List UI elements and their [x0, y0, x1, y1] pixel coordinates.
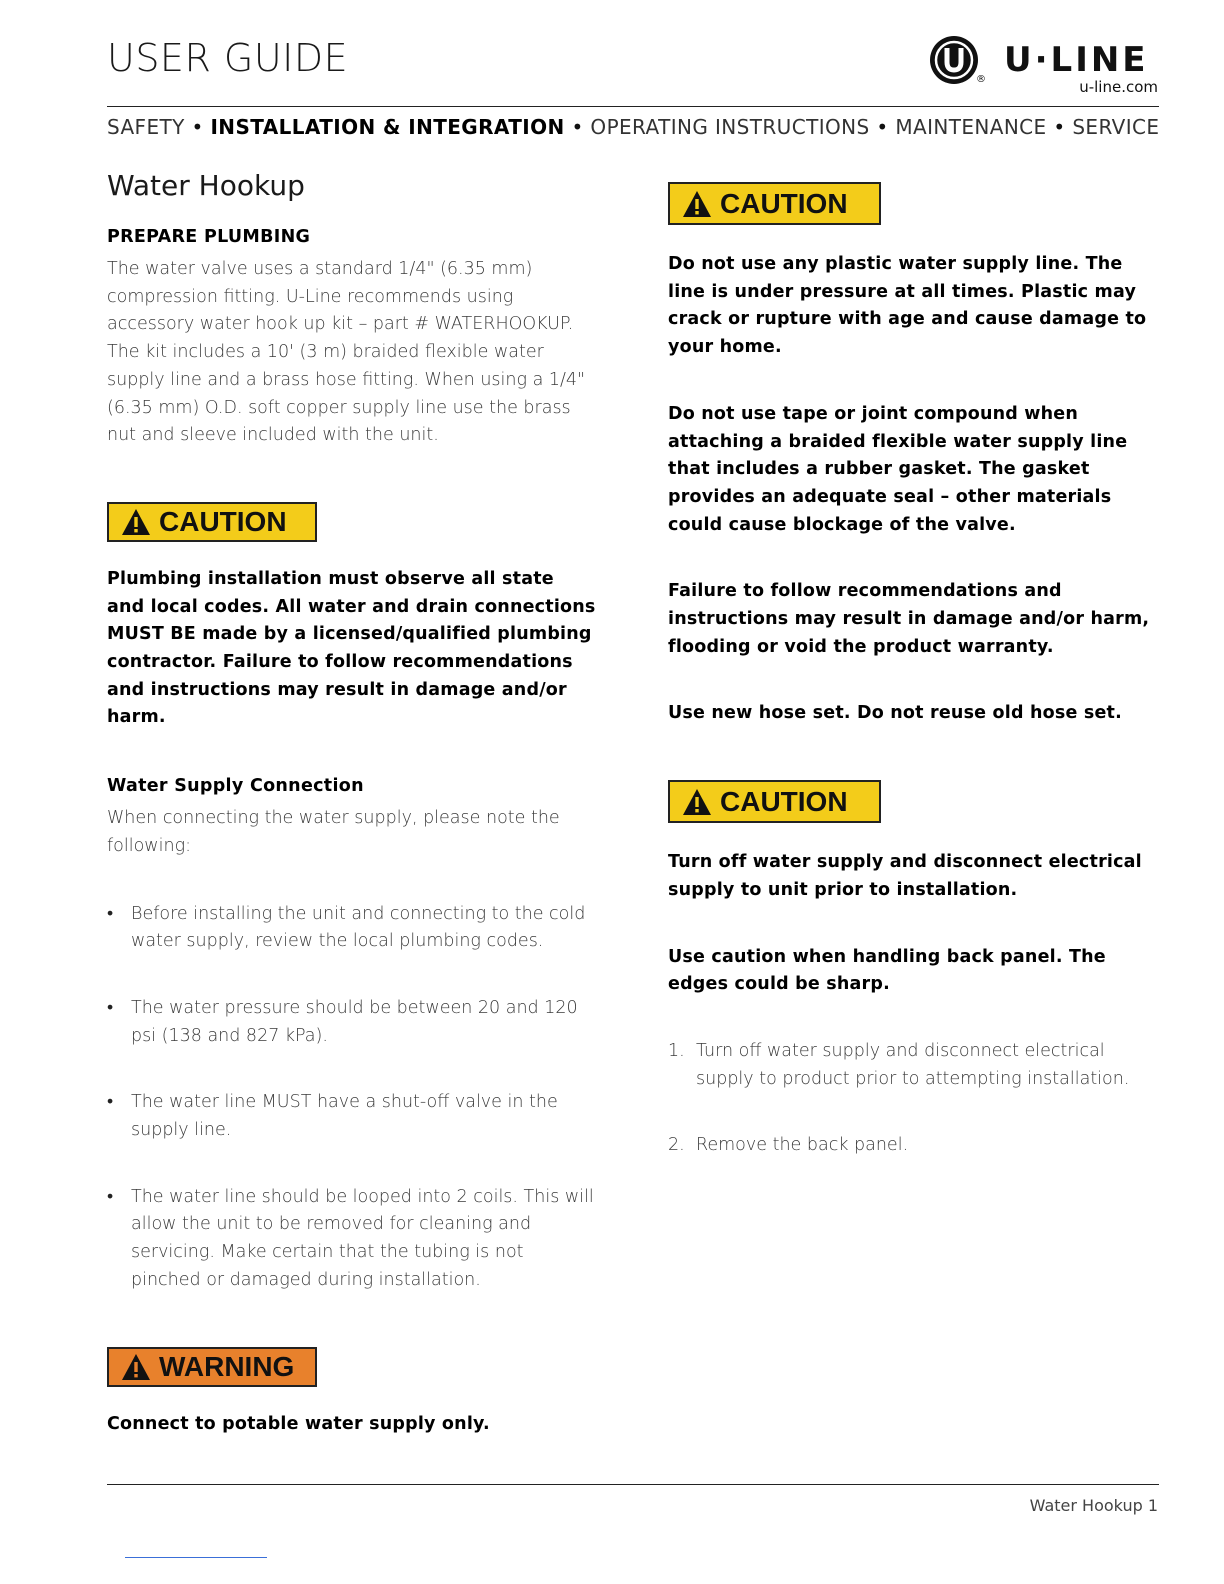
installation-steps — [668, 1038, 1160, 1160]
prepare-plumbing-text: The water valve uses a standard 1/4" (6.35 mm) compression fitting. U-Line recommends using accessory water hook up kit – part # WATERHOOKUP. The kit includes a 10' (3 m) braided flexible water supply line and a brass hose fitting. When using a 1/4" (6.35 mm) O.D. soft copper supply line use the brass nut and sleeve included with the unit. — [107, 259, 586, 446]
caution-label: CAUTION — [159, 505, 287, 537]
nav-item-operating[interactable]: OPERATING INSTRUCTIONS — [590, 115, 870, 139]
logo-wordmark: U·LINE — [1004, 40, 1149, 80]
supply-notes-list — [107, 901, 597, 1295]
warning-triangle-icon — [682, 788, 712, 816]
prepare-plumbing-heading: PREPARE PLUMBING — [107, 227, 311, 247]
footer-link-underline[interactable] — [125, 1557, 267, 1558]
footer-divider — [107, 1484, 1159, 1485]
warning-triangle-icon — [121, 1353, 151, 1381]
caution-text: Plumbing installation must observe all state and local codes. All water and drain connections MUST BE made by a licensed/qualified plumbing contractor. Failure to follow recommendations and instructions may result in damage and/or harm. — [107, 568, 596, 728]
nav-separator: • — [191, 115, 204, 139]
page-footer-label: Water Hookup 1 — [1029, 1496, 1158, 1515]
section-title: Water Hookup — [107, 169, 305, 202]
caution-paragraph: Do not use any plastic water supply line. The line is under pressure at all times. Plastic may crack or rupture with age and cause damage to your home. — [668, 254, 1147, 358]
section-nav — [107, 114, 1159, 140]
caution-paragraph: Use caution when handling back panel. The edges could be sharp. — [668, 946, 1106, 995]
caution-badge — [107, 502, 317, 542]
list-item: • The water pressure should be between 20 and 120 psi (138 and 827 kPa). — [107, 995, 597, 1050]
step-item — [668, 1132, 1160, 1160]
logo-url[interactable]: u-line.com — [1079, 78, 1158, 96]
warning-triangle-icon — [121, 508, 151, 536]
brand-logo[interactable] — [928, 34, 1160, 98]
nav-separator: • — [876, 115, 889, 139]
caution-paragraph: Turn off water supply and disconnect electrical supply to unit prior to installation. — [668, 852, 1142, 900]
step-item — [668, 1038, 1160, 1093]
right-column — [668, 182, 1160, 1160]
nav-item-installation[interactable]: INSTALLATION & INTEGRATION — [210, 115, 565, 139]
registered-mark: ® — [976, 74, 986, 85]
caution-label: CAUTION — [720, 785, 848, 817]
nav-separator: • — [1053, 115, 1066, 139]
step-text: Remove the back panel. — [696, 1135, 909, 1156]
step-number: 1. — [668, 1040, 685, 1061]
caution-label: CAUTION — [720, 187, 848, 219]
warning-badge — [107, 1347, 317, 1387]
caution-paragraph: Use new hose set. Do not reuse old hose set. — [668, 703, 1122, 724]
caution-badge — [668, 780, 881, 823]
water-supply-intro: When connecting the water supply, please note the following: — [107, 808, 560, 856]
water-supply-heading: Water Supply Connection — [107, 776, 364, 797]
list-item: • Before installing the unit and connecting to the cold water supply, review the local plumbing codes. — [107, 901, 597, 956]
nav-item-service[interactable]: SERVICE — [1072, 115, 1160, 139]
u-line-logo-icon — [928, 34, 980, 86]
warning-text: Connect to potable water supply only. — [107, 1413, 490, 1434]
nav-separator: • — [571, 115, 584, 139]
left-column — [107, 168, 597, 1438]
nav-item-maintenance[interactable]: MAINTENANCE — [895, 115, 1047, 139]
page-title: USER GUIDE — [107, 36, 349, 80]
nav-item-safety[interactable]: SAFETY — [107, 115, 185, 139]
caution-paragraph: Failure to follow recommendations and instructions may result in damage and/or harm, flooding or void the product warranty. — [668, 581, 1150, 657]
step-number: 2. — [668, 1135, 685, 1156]
list-item: • The water line should be looped into 2 coils. This will allow the unit to be removed for cleaning and servicing. Make certain that the tubing is not pinched or damaged during installation. — [107, 1184, 597, 1295]
list-item: • The water line MUST have a shut-off valve in the supply line. — [107, 1089, 597, 1144]
caution-paragraph: Do not use tape or joint compound when attaching a braided flexible water supply line that includes a rubber gasket. The gasket provides an adequate seal – other materials could cause blockage of the valve. — [668, 403, 1128, 535]
warning-label: WARNING — [159, 1350, 295, 1382]
caution-badge — [668, 182, 881, 225]
step-text: Turn off water supply and disconnect electrical supply to product prior to attempting installation. — [696, 1040, 1130, 1089]
warning-triangle-icon — [682, 190, 712, 218]
header-divider — [107, 106, 1159, 107]
